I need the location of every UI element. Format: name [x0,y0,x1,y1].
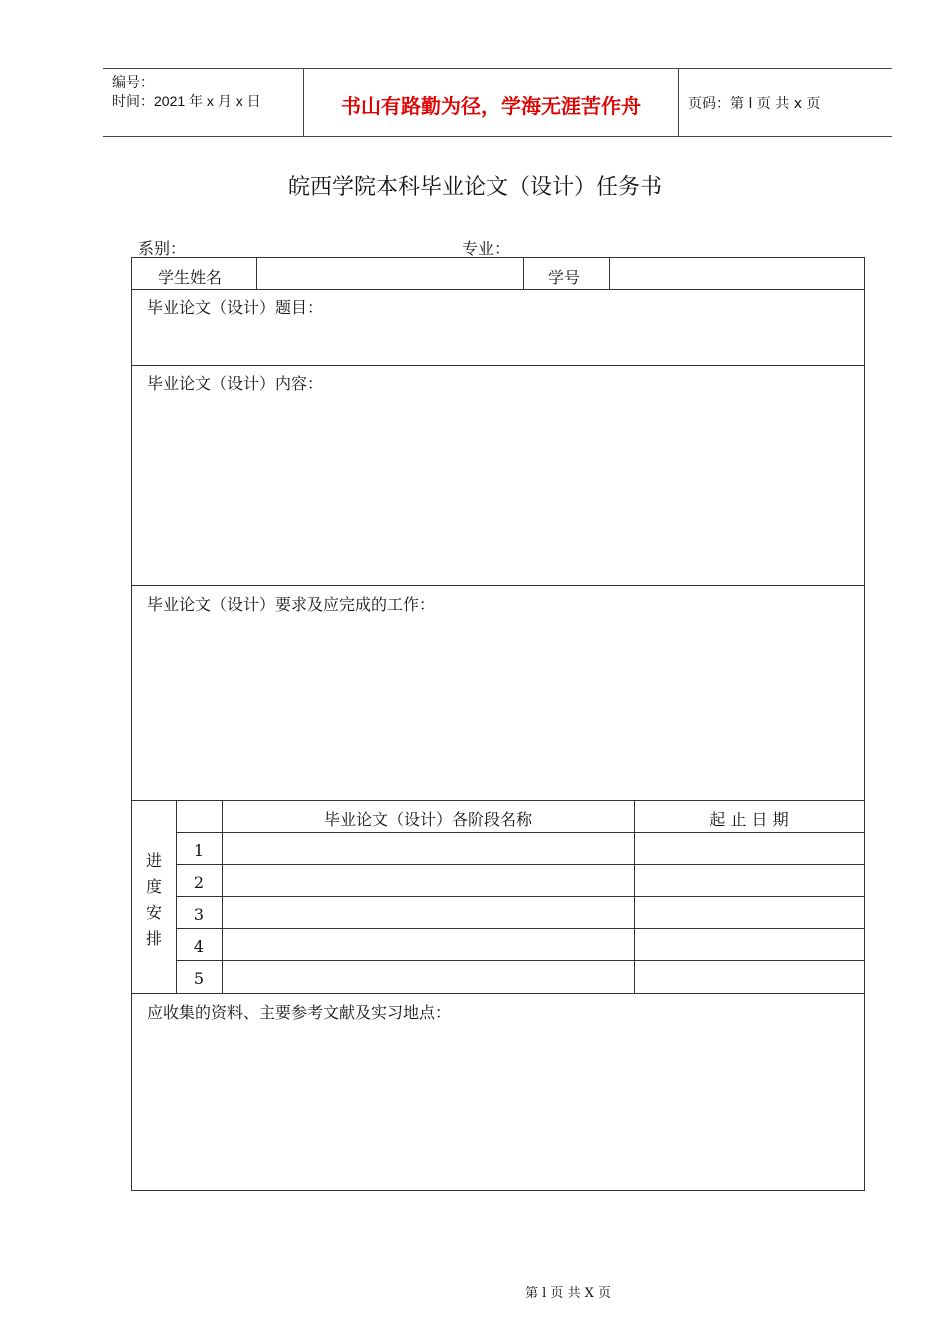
divider [176,864,864,865]
schedule-row-number: 4 [193,937,205,956]
document-date: 时间：2021 年 x 月 x 日 [112,93,261,109]
divider [132,585,864,586]
divider [176,896,864,897]
page-footer: 第 l 页 共 X 页 [524,1286,612,1301]
stage-name-header: 毕业论文（设计）各阶段名称 [323,810,532,829]
divider [132,993,864,994]
divider [132,365,864,366]
header-page-cell [679,69,892,136]
student-name-label: 学生姓名 [158,268,223,287]
major-label: 专业： [462,239,511,258]
document-number: 编号： [112,74,154,90]
divider [176,928,864,929]
task-form-table [131,257,865,1191]
schedule-side-label: 进 度 安 排 [145,851,162,948]
schedule-row-number: 2 [193,873,205,892]
header-motto-cell [303,69,679,136]
motto: 书山有路勤为径，学海无涯苦作舟 [341,94,641,118]
date-range-header: 起 止 日 期 [709,810,789,829]
divider [256,258,257,289]
topic-label: 毕业论文（设计）题目： [147,298,324,317]
divider [176,832,864,833]
page-title: 皖西学院本科毕业论文（设计）任务书 [287,175,662,200]
divider [132,289,864,290]
department-label: 系别： [138,239,187,258]
references-label: 应收集的资料、主要参考文献及实习地点： [147,1003,452,1022]
divider [609,258,610,289]
divider [523,258,524,289]
schedule-row-number: 1 [193,841,205,860]
header-page-info: 页码：第 l 页 共 x 页 [688,96,821,112]
content-label: 毕业论文（设计）内容： [147,374,324,393]
document-header [103,68,892,137]
divider [132,800,864,801]
schedule-row-number: 3 [193,905,205,924]
requirements-label: 毕业论文（设计）要求及应完成的工作： [147,595,436,614]
schedule-row-number: 5 [193,969,205,988]
divider [176,960,864,961]
header-meta-cell [103,69,303,136]
student-id-label: 学号 [548,268,581,287]
